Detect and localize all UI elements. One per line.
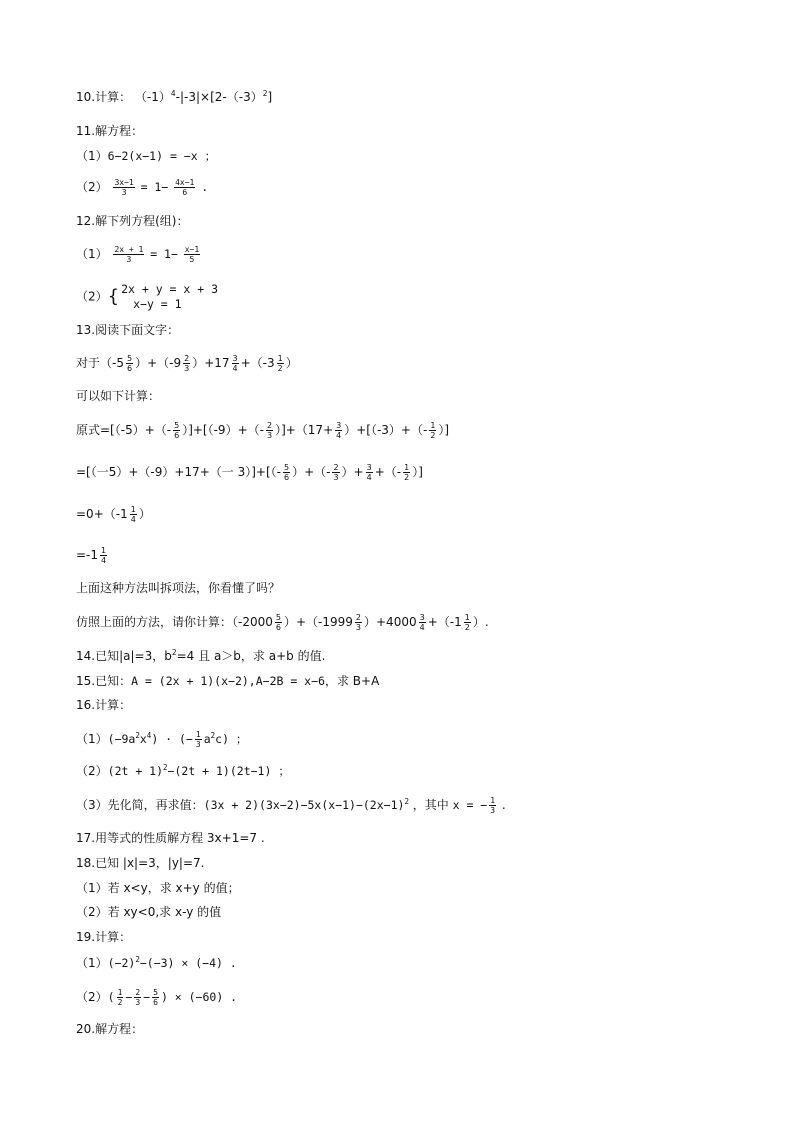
q16-part2: $(2)(2t + 1)^2-(2t + 1)(2t-1)$ ； [76,763,290,778]
q10: 10.计算： $(-1)^4-|-3|\times[2-(-3)^2]$ [76,89,273,104]
q12-label: 12.解下列方程(组)： [76,214,189,228]
q16-part1: $(1)(-9a^2x^4)$ · (− $\frac{1}{3}$ $a^2c$) ； [76,730,248,749]
fraction: $\frac{x-1}{5}$ [184,245,200,264]
q13-line5: =0+（-1 $\frac{1}{4}$ ） [76,505,151,524]
fraction: $\frac{4x-1}{6}$ [175,178,195,197]
q13-line3: 原式=[（-5）+（- $\frac{5}{6}$ ）]+[（-9）+（- $\frac{2}{3}$ ）]+（17+ $\frac{3}{4}$ ）+[（-3）+（- $\frac{1}{2}$ ）] [76,421,450,440]
q20: 20.解方程： [76,1022,144,1036]
fraction: $\frac{2x + 1}{3}$ [114,245,144,264]
q12-part1: （1） $\frac{2x + 1}{3}$ = 1− $\frac{x-1}{5}$ [76,245,200,264]
q13-line6: =-1 $\frac{1}{4}$ [76,546,107,565]
q19-part2: （2）( $\frac{1}{2}$ − $\frac{2}{3}$ − $\frac{5}{6}$ ) × (−60) . [76,988,238,1007]
q13-line1: 对于（-5 $\frac{5}{6}$ ）+（-9 $\frac{2}{3}$ ）+17 $\frac{3}{4}$ +（-3 $\frac{1}{2}$ ） [76,354,298,373]
q13-line8: 仿照上面的方法，请你计算：（-2000 $\frac{5}{6}$ ）+（-1999 $\frac{2}{3}$ ）+4000 $\frac{3}{4}$ +（-1 $\frac{1}{2}$ ）. [76,613,489,632]
q14: 14.已知|a|=3，$b^2=4$ 且 a＞b，求 a+b 的值. [76,648,326,663]
q11-part1: （1）6−2(x−1) = −x ； [76,149,217,163]
q13-line4: =[（一5）+（-9）+17+（一 3）]+[（- $\frac{5}{6}$ ）+（- $\frac{2}{3}$ ）+ $\frac{3}{4}$ +（- $\frac{1}{2}$ ）] [76,463,423,482]
q12-part2: （2）{ 2x + y = x + 3 x−y = 1 [76,282,219,311]
q13-line2: 可以如下计算： [76,389,161,403]
q16-label: 16.计算： [76,698,132,712]
q11-part2: （2） $\frac{3x-1}{3}$ = 1− $\frac{4x-1}{6}$ . [76,178,209,197]
q18-part1: （1）若 x<y，求 x+y 的值； [76,881,240,895]
fraction: $\frac{3x-1}{3}$ [114,178,134,197]
q15: 15.已知：A = (2x + 1)(x−2),A−2B = x−6，求 B+A [76,674,380,688]
q13-label: 13.阅读下面文字： [76,323,180,337]
q19-label: 19.计算： [76,930,132,944]
q18-label: 18.已知 |x|=3，|y|=7. [76,856,205,870]
q10-label: 10.计算： [76,90,132,104]
q17: 17.用等式的性质解方程 3x+1=7 . [76,831,265,845]
q11-label: 11.解方程： [76,124,144,138]
q19-part1: $(1)(-2)^2-(-3) \times (-4)$ . [76,955,237,970]
q16-part3: （3）先化简，再求值：$(3x + 2)(3x-2)-5x(x-1)-(2x-1)^2$ ，其中 x = − $\frac{1}{3}$ . [76,796,506,815]
q18-part2: （2）若 xy<0,求 x-y 的值 [76,905,222,919]
q13-line7: 上面这种方法叫拆项法，你看懂了吗？ [76,581,281,595]
